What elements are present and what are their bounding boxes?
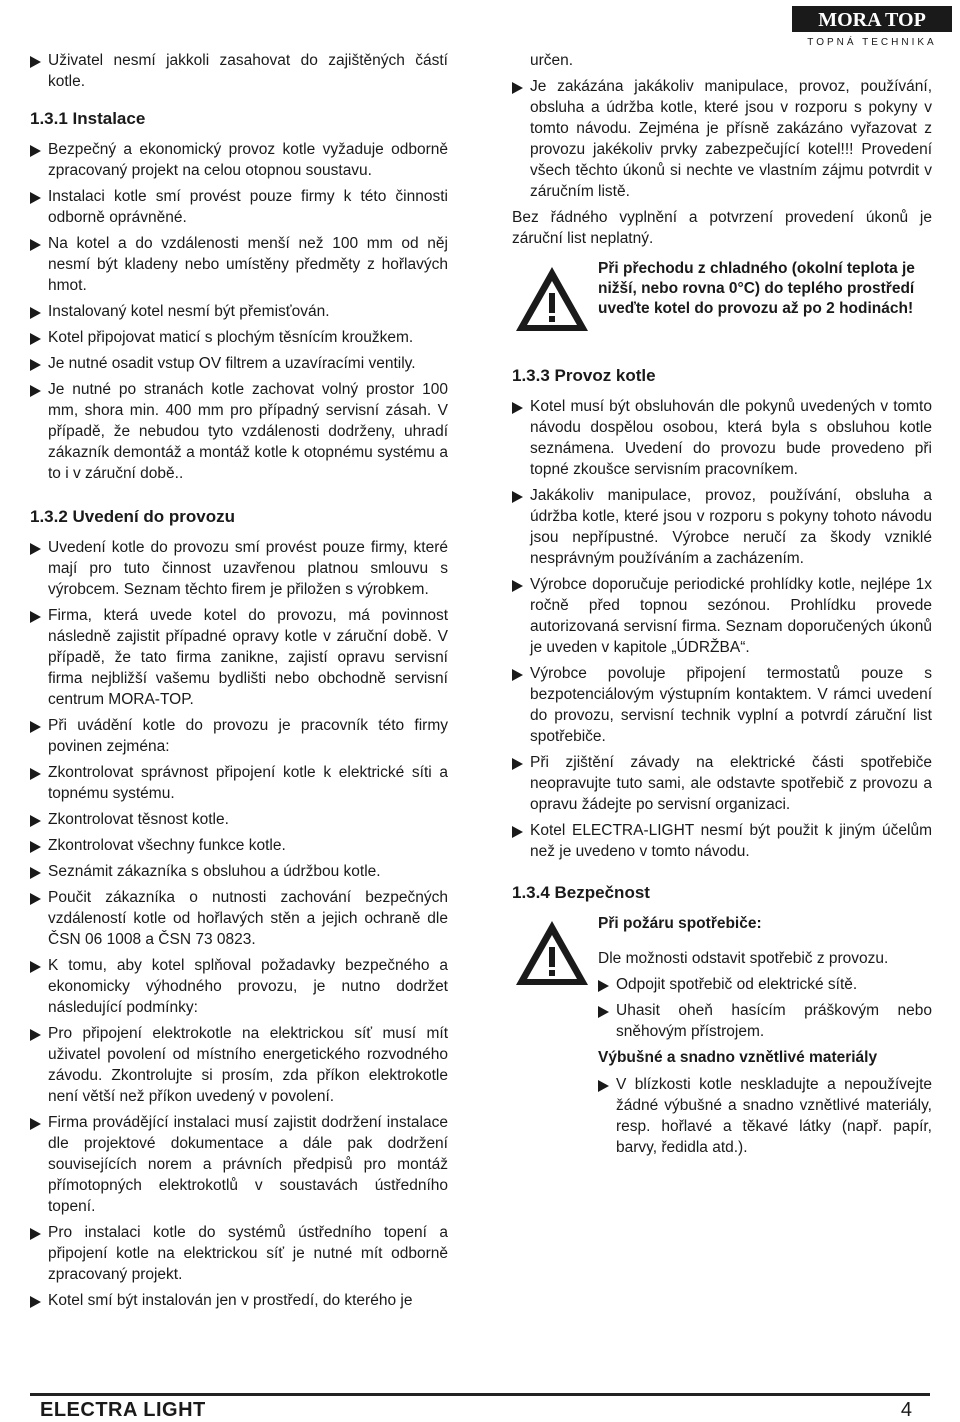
svg-text:TOPNÁ TECHNIKA: TOPNÁ TECHNIKA xyxy=(807,37,937,48)
fire-block xyxy=(512,913,932,1158)
list-item xyxy=(30,955,448,1018)
installation-list xyxy=(30,139,448,484)
list-item-text: Zkontrolovat správnost připojení kotle k elektrické síti a topnému systému. xyxy=(48,764,448,802)
section-1-3-1-heading: 1.3.1 Instalace xyxy=(30,109,146,128)
list-item-text: Je zakázána jakákoliv manipulace, provoz, používání, obsluha a údržba kotle, které jsou v rozporu s pokyny v tomto návodu. Zejména je přísně zakázáno vyřazovat z provozu jakékoliv prvky zabezpečující kotel!!! Provedení všech těchto úkonů si nechte ve vlastním zájmu potvrdit v záručním listě. xyxy=(530,78,932,200)
list-item xyxy=(598,974,932,995)
bullet-arrow-icon xyxy=(30,1118,41,1130)
fire-heading: Při požáru spotřebiče: xyxy=(598,915,762,932)
list-item-text: Při zjištění závady na elektrické části spotřebiče neopravujte tuto sami, ale odstavte spotřebič z provozu a opravu žádejte po servisní organizaci. xyxy=(530,754,932,813)
bullet-arrow-icon xyxy=(30,721,41,733)
bullet-arrow-icon xyxy=(30,961,41,973)
bullet-arrow-icon xyxy=(30,543,41,555)
list-item-text: Zkontrolovat všechny funkce kotle. xyxy=(48,837,286,854)
list-item-text: K tomu, aby kotel splňoval požadavky bezpečného a ekonomicky výhodného provozu, je nutno dodržet následující podmínky: xyxy=(48,957,448,1016)
list-item-text: Na kotel a do vzdálenosti menší než 100 mm od něj nesmí být kladeny nebo umístěny předměty z hořlavých hmot. xyxy=(48,235,448,294)
list-item xyxy=(30,353,448,374)
mora-top-logo xyxy=(792,6,952,48)
bullet-arrow-icon xyxy=(30,1296,41,1308)
list-item-text: Při uvádění kotle do provozu je pracovník této firmy povinen zejména: xyxy=(48,717,448,755)
warning-icon xyxy=(512,263,592,335)
bullet-arrow-icon xyxy=(30,768,41,780)
list-item-text: Uhasit oheň hasícím práškovým nebo sněhovým přístrojem. xyxy=(616,1002,932,1040)
list-item-text: Uvedení kotle do provozu smí provést pouze firmy, které mají pro tuto činnost uzavřenou platnou smlouvu s výrobcem. Seznam těchto firem je přiložen s výrobkem. xyxy=(48,539,448,598)
list-item xyxy=(30,1222,448,1285)
list-item xyxy=(512,396,932,480)
bullet-arrow-icon xyxy=(30,239,41,251)
list-item-text: Je nutné po stranách kotle zachovat volný prostor 100 mm, shora min. 400 mm pro případný servisní zásah. V případě, že nebudou tyto vzdálenosti dodrženy, uhradí zákazník demontáž a montáž kotle k otopnému systému a to i v záruční době.. xyxy=(48,381,448,482)
list-item-text: Pro instalaci kotle do systémů ústředního topení a připojení kotle na elektrickou síť je nutné mít odborně zpracovaný projekt. xyxy=(48,1224,448,1283)
list-item xyxy=(30,186,448,228)
bullet-arrow-icon xyxy=(30,333,41,345)
left-column xyxy=(30,50,448,1316)
svg-text:MORA TOP: MORA TOP xyxy=(818,9,926,31)
bullet-arrow-icon xyxy=(30,1228,41,1240)
list-item xyxy=(512,820,932,862)
list-item xyxy=(30,887,448,950)
fire-text: Dle možnosti odstavit spotřebič z provozu. xyxy=(598,950,889,967)
bullet-arrow-icon xyxy=(30,841,41,853)
explosive-list xyxy=(598,1074,932,1158)
bullet-arrow-icon xyxy=(30,385,41,397)
list-item xyxy=(30,835,448,856)
bullet-arrow-icon xyxy=(512,669,523,681)
bullet-arrow-icon xyxy=(30,307,41,319)
bullet-arrow-icon xyxy=(512,82,523,94)
list-item-text: Výrobce doporučuje periodické prohlídky kotle, nejlépe 1x ročně před topnou sezónou. Prohlídku provede autorizovaná servisní firma. Seznam doporučených úkonů je uveden v kapitole „ÚDRŽBA“. xyxy=(530,576,932,656)
list-item-text: Instalovaný kotel nesmí být přemisťován. xyxy=(48,303,330,320)
list-item-text: Výrobce povoluje připojení termostatů pouze s bezpotenciálovým výstupním kontaktem. V rámci uvedení do provozu, servisní technik vyplní a potvrdí záruční list spotřebiče. xyxy=(530,665,932,745)
warning-text: Při přechodu z chladného (okolní teplota je nižší, nebo rovna 0°C) do teplého prostředí uveďte kotel do provozu až po 2 hodinách! xyxy=(598,260,915,317)
list-item-text: Jakákoliv manipulace, provoz, používání, obsluha a údržba kotle, které jsou v rozporu s pokyny tohoto návodu jsou nepřípustné. Výrobce neručí za škody vzniklé nesprávným používáním a zacházením. xyxy=(530,487,932,567)
list-item-text: Je nutné osadit vstup OV filtrem a uzavíracími ventily. xyxy=(48,355,416,372)
list-item xyxy=(512,485,932,569)
bullet-arrow-icon xyxy=(30,359,41,371)
list-item-text: Pro připojení elektrokotle na elektrickou síť musí mít uživatel povolení od místního energetického rozvodného závodu. Zkontrolujte si prosím, zda příkon elektrokotle není větší než příkon uvedený v povolení. xyxy=(48,1025,448,1105)
section-1-3-4-heading: 1.3.4 Bezpečnost xyxy=(512,883,650,902)
list-item xyxy=(30,139,448,181)
list-item xyxy=(30,50,448,92)
bullet-arrow-icon xyxy=(30,192,41,204)
list-item xyxy=(30,762,448,804)
list-item xyxy=(30,379,448,484)
list-item-text: Kotel musí být obsluhován dle pokynů uvedených v tomto návodu dospělou osobou, která byla s obsluhou kotle seznámena. Uvedení do provozu bude provedeno při topné zkoušce servisním pracovníkem. xyxy=(530,398,932,478)
bullet-arrow-icon xyxy=(30,145,41,157)
bullet-arrow-icon xyxy=(30,56,41,68)
warning-icon xyxy=(512,917,592,989)
list-item-text: Seznámit zákazníka s obsluhou a údržbou kotle. xyxy=(48,863,381,880)
section-1-3-3-heading: 1.3.3 Provoz kotle xyxy=(512,366,656,385)
bullet-arrow-icon xyxy=(30,1029,41,1041)
list-item-text: Odpojit spotřebič od elektrické sítě. xyxy=(616,976,858,993)
list-item xyxy=(30,715,448,757)
list-item xyxy=(512,574,932,658)
list-item-text: Firma provádějící instalaci musí zajistit dodržení instalace dle projektové dokumentace a dále pak dodržení souvisejících norem a právních předpisů pro montáž přímotopných elektrokotlů v soustavách ústředního topení. xyxy=(48,1114,448,1215)
list-item-text: Uživatel nesmí jakkoli zasahovat do zajištěných částí kotle. xyxy=(48,52,448,90)
footer-divider xyxy=(30,1393,930,1396)
bullet-arrow-icon xyxy=(512,402,523,414)
list-item-text: Bezpečný a ekonomický provoz kotle vyžaduje odborně zpracovaný projekt na celou otopnou soustavu. xyxy=(48,141,448,179)
list-item-text: Poučit zákazníka o nutnosti zachování bezpečných vzdáleností kotle od hořlavých stěn a jejich ochraně dle ČSN 06 1008 a ČSN 73 0823. xyxy=(48,889,448,948)
list-item xyxy=(30,605,448,710)
list-item xyxy=(30,809,448,830)
list-item xyxy=(30,233,448,296)
bullet-arrow-icon xyxy=(512,491,523,503)
list-item-text: Zkontrolovat těsnost kotle. xyxy=(48,811,229,828)
list-item xyxy=(512,752,932,815)
operation-list xyxy=(512,396,932,862)
list-item-text: V blízkosti kotle neskladujte a nepoužívejte žádné výbušné a snadno vznětlivé materiály, resp. hořlavé a těkavé látky (např. papír, barvy, ředidla atd.). xyxy=(616,1076,932,1156)
list-item xyxy=(598,1000,932,1042)
section-1-3-2-heading: 1.3.2 Uvedení do provozu xyxy=(30,507,235,526)
list-item xyxy=(512,663,932,747)
list-item xyxy=(30,1112,448,1217)
bullet-arrow-icon xyxy=(30,611,41,623)
bullet-arrow-icon xyxy=(30,867,41,879)
page-number: 4 xyxy=(900,1399,912,1421)
list-item xyxy=(30,1023,448,1107)
bullet-arrow-icon xyxy=(30,893,41,905)
list-item xyxy=(30,301,448,322)
fire-list xyxy=(598,974,932,1042)
list-item-text: Kotel připojovat maticí s plochým těsnícím kroužkem. xyxy=(48,329,414,346)
warranty-note: Bez řádného vyplnění a potvrzení provedení úkonů je záruční list neplatný. xyxy=(512,209,932,247)
list-item-text: Firma, která uvede kotel do provozu, má povinnost následně zajistit případné opravy kotle v záruční době. V případě, že tato firma zanikne, zajistí opravu servisní firma nejbližší vašemu bydlišti nebo obchodně servisní centrum MORA-TOP. xyxy=(48,607,448,708)
list-item xyxy=(30,537,448,600)
list-item-text: Kotel ELECTRA-LIGHT nesmí být použit k jiným účelům než je uvedeno v tomto návodu. xyxy=(530,822,932,860)
intro-list xyxy=(30,50,448,92)
bullet-arrow-icon xyxy=(512,758,523,770)
list-item xyxy=(30,1290,448,1311)
list-item xyxy=(598,1074,932,1158)
bullet-arrow-icon xyxy=(30,815,41,827)
cold-start-warning xyxy=(512,259,932,349)
list-item-text: Kotel smí být instalován jen v prostředí, do kterého je xyxy=(48,1292,413,1309)
bullet-arrow-icon xyxy=(598,1006,609,1018)
list-item xyxy=(512,76,932,202)
bullet-arrow-icon xyxy=(512,580,523,592)
bullet-arrow-icon xyxy=(598,980,609,992)
prohibition-list xyxy=(512,76,932,202)
continued-text: určen. xyxy=(530,52,574,69)
right-column xyxy=(512,50,932,1172)
commissioning-list xyxy=(30,537,448,1311)
bullet-arrow-icon xyxy=(598,1080,609,1092)
footer-title: ELECTRA LIGHT xyxy=(40,1399,206,1421)
bullet-arrow-icon xyxy=(512,826,523,838)
list-item xyxy=(30,327,448,348)
explosive-heading: Výbušné a snadno vznětlivé materiály xyxy=(598,1049,878,1066)
list-item xyxy=(30,861,448,882)
list-item-text: Instalaci kotle smí provést pouze firmy k této činnosti odborně oprávněné. xyxy=(48,188,448,226)
